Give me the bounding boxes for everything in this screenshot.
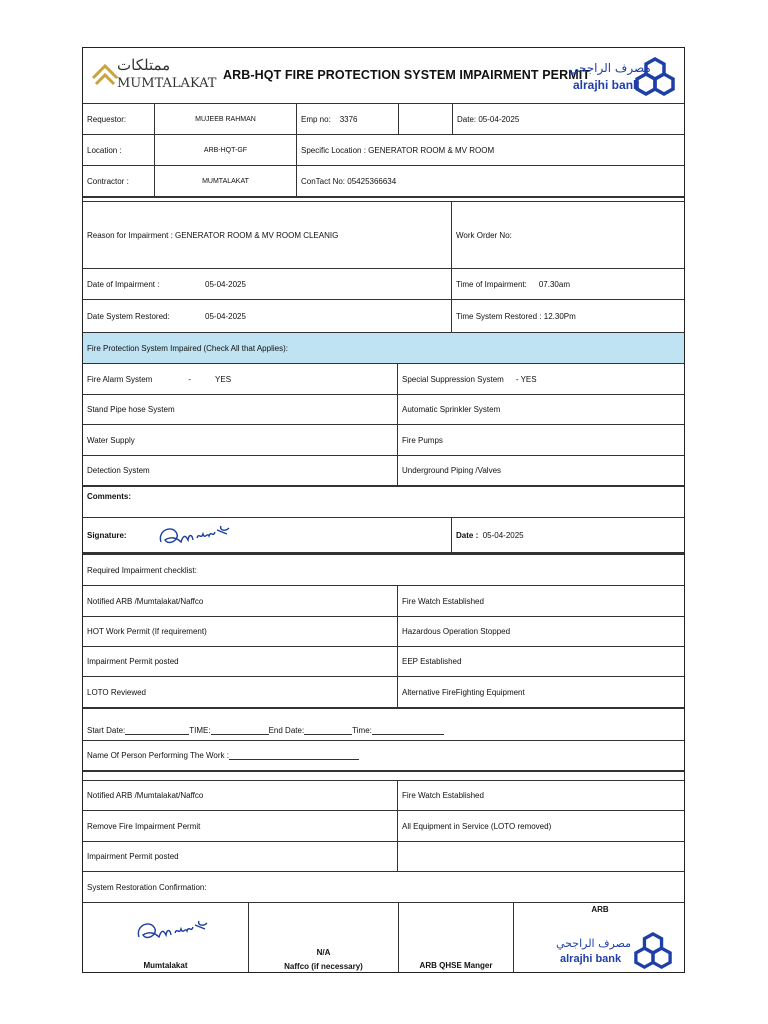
emp-cell	[296, 104, 398, 134]
restoration-row-3	[83, 842, 684, 872]
date-label: Date:	[457, 114, 477, 124]
fire-pumps-label: Fire Pumps	[397, 425, 686, 455]
time-restored-value: 12.30Pm	[543, 311, 576, 321]
water-supply-label: Water Supply	[87, 435, 135, 445]
alrajhi-logo-arabic: مصرف الراجحي	[569, 61, 651, 75]
restoration-remove-permit: Remove Fire Impairment Permit	[87, 821, 201, 831]
approval-arb-label: ARB	[591, 905, 609, 914]
contact-value: 05425366634	[347, 176, 397, 186]
date-restored-value: 05-04-2025	[205, 311, 246, 321]
date-cell	[452, 104, 686, 134]
restoration-fire-watch: Fire Watch Established	[397, 781, 686, 810]
location-label: Location :	[87, 145, 122, 155]
approval-signature-image	[133, 913, 213, 949]
requestor-label: Requestor:	[87, 114, 127, 124]
restoration-confirmation: System Restoration Confirmation:	[87, 882, 207, 892]
specific-location-label: Specific Location :	[301, 145, 366, 155]
stand-pipe-label: Stand Pipe hose System	[87, 405, 175, 414]
contact-cell	[296, 166, 686, 196]
person-row	[83, 741, 684, 772]
checklist-header: Required Impairment checklist:	[87, 565, 197, 575]
special-suppression-cell	[397, 364, 686, 394]
checklist-header-row	[83, 554, 684, 586]
alrajhi-logo-name: alrajhi bank	[573, 78, 640, 92]
detection-label: Detection System	[87, 466, 150, 475]
date-impairment-label: Date of Impairment :	[87, 279, 160, 289]
schedule-row	[83, 709, 684, 741]
signature-date-cell	[451, 518, 686, 552]
fire-alarm-cell: Fire Alarm System - YES	[87, 374, 232, 384]
time-restored-label: Time System Restored :	[456, 311, 542, 321]
signature-row	[83, 518, 684, 554]
schedule-cell	[83, 709, 686, 740]
checklist-hot-work: HOT Work Permit (If requirement)	[87, 627, 207, 636]
date-value: 05-04-2025	[478, 114, 520, 124]
mumtalakat-logo-arabic: ممتلكات	[117, 56, 171, 74]
time2-label: Time:	[352, 726, 372, 735]
checklist-row-3	[83, 647, 684, 677]
signature-label: Signature:	[87, 530, 127, 540]
person-cell	[83, 741, 686, 770]
reason-cell	[83, 202, 451, 268]
water-supply-row	[83, 425, 684, 456]
time-impairment-label: Time of Impairment:	[456, 279, 527, 289]
approval-mumtalakat: Mumtalakat	[143, 961, 188, 970]
approval-arb	[513, 903, 686, 972]
reason-row	[83, 201, 684, 269]
end-date-field[interactable]	[304, 726, 352, 735]
checklist-permit-posted: Impairment Permit posted	[87, 657, 179, 666]
restoration-permit-posted: Impairment Permit posted	[87, 852, 179, 861]
checklist-alt-equipment: Alternative FireFighting Equipment	[397, 677, 686, 707]
reason-value: GENERATOR ROOM & MV ROOM CLEANIG	[175, 230, 339, 240]
approvals-row	[83, 903, 684, 972]
approval-na: N/A	[316, 948, 331, 957]
auto-sprinkler-label: Automatic Sprinkler System	[397, 395, 686, 424]
approval-naffco-label: Naffco (if necessary)	[284, 962, 363, 971]
checklist-row-2	[83, 617, 684, 647]
start-date-field[interactable]	[125, 726, 189, 735]
stand-pipe-row	[83, 395, 684, 425]
restoration-row-1	[83, 780, 684, 811]
checklist-loto: LOTO Reviewed	[87, 687, 146, 697]
mumtalakat-logo-name: MUMTALAKAT	[117, 76, 217, 91]
emp-label: Emp no:	[301, 114, 331, 124]
impairment-permit-form	[82, 47, 685, 973]
restoration-notified: Notified ARB /Mumtalakat/Naffco	[87, 791, 204, 800]
time-impairment-cell	[451, 269, 686, 299]
comments-label: Comments:	[87, 492, 132, 501]
special-suppression-value: - YES	[515, 374, 537, 384]
fire-alarm-value: YES	[215, 374, 232, 384]
fire-alarm-row	[83, 364, 684, 395]
specific-location-value: GENERATOR ROOM & MV ROOM	[368, 145, 495, 155]
time-field[interactable]	[211, 726, 269, 735]
contractor-value: MUMTALAKAT	[154, 166, 296, 196]
start-date-label: Start Date:	[87, 726, 126, 735]
signature-date-label: Date :	[456, 530, 479, 540]
specific-location-cell	[296, 135, 686, 165]
systems-header: Fire Protection System Impaired (Check All that Applies):	[87, 343, 288, 353]
time-label: TIME:	[189, 726, 211, 735]
comments-row	[83, 487, 684, 518]
fire-alarm-label: Fire Alarm System	[87, 374, 153, 384]
signature-image	[155, 520, 237, 552]
checklist-row-4	[83, 677, 684, 709]
date-impairment-row	[83, 269, 684, 300]
emp-value: 3376	[339, 114, 358, 124]
date-restored-row	[83, 300, 684, 333]
person-field[interactable]	[229, 751, 359, 760]
requestor-value: MUJEEB RAHMAN	[154, 104, 296, 134]
location-row	[83, 135, 684, 166]
checklist-eep: EEP Established	[397, 647, 686, 676]
mumtalakat-logo-icon	[91, 60, 119, 90]
underground-label: Underground Piping /Valves	[397, 456, 686, 485]
alrajhi-footer-arabic: مصرف الراجحي	[556, 937, 632, 950]
approval-naffco	[248, 903, 398, 972]
checklist-row-1	[83, 586, 684, 617]
date-restored-label: Date System Restored:	[87, 311, 170, 321]
contractor-label: Contractor :	[87, 176, 129, 186]
work-order-label: Work Order No:	[451, 202, 686, 268]
page-title: ARB-HQT FIRE PROTECTION SYSTEM IMPAIRMENT PERMIT	[223, 68, 591, 82]
checklist-hazardous: Hazardous Operation Stopped	[397, 617, 686, 646]
time-restored-cell	[451, 300, 686, 332]
checklist-fire-watch: Fire Watch Established	[397, 586, 686, 616]
time2-field[interactable]	[372, 726, 444, 735]
date-impairment-value: 05-04-2025	[205, 279, 246, 289]
requestor-row	[83, 104, 684, 135]
signature-date-value: 05-04-2025	[482, 530, 524, 540]
contact-label: ConTact No:	[301, 176, 346, 186]
detection-row	[83, 456, 684, 487]
reason-label: Reason for Impairment :	[87, 230, 173, 240]
location-value: ARB-HQT-GF	[154, 135, 296, 165]
restoration-row-2	[83, 811, 684, 842]
person-label: Name Of Person Performing The Work :	[87, 751, 229, 760]
restoration-all-equipment: All Equipment in Service (LOTO removed)	[397, 811, 686, 841]
checklist-notified: Notified ARB /Mumtalakat/Naffco	[87, 596, 204, 606]
restoration-confirmation-row	[83, 872, 684, 903]
special-suppression-label: Special Suppression System	[402, 374, 504, 384]
approval-qhse: ARB QHSE Manger	[398, 903, 513, 972]
systems-header-row	[83, 333, 684, 364]
alrajhi-footer-name: alrajhi bank	[560, 953, 622, 965]
end-date-label: End Date:	[268, 726, 305, 735]
alrajhi-logo-icon	[635, 56, 675, 98]
contractor-row	[83, 166, 684, 198]
time-impairment-value: 07.30am	[538, 279, 570, 289]
alrajhi-footer-logo-icon	[634, 931, 672, 971]
header-row	[83, 48, 684, 104]
